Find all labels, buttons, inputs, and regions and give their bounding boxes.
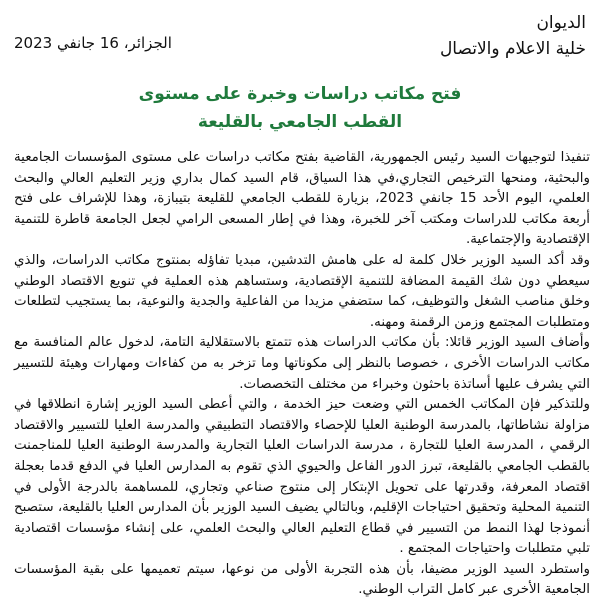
body-paragraph: تنفيذا لتوجيهات السيد رئيس الجمهورية، القاضية بفتح مكاتب دراسات على مستوى المؤسسات الجامعية والبحثية، ومنحها الترخيص التجاري،في هذا السياق، قام السيد كمال بداري وزير التعليم العالي والبحث العلمي، اليوم الأحد 15 جانفي 2023، بزيارة للقطب الجامعي للقليعة بتيبازة، وهذا للإشراف على فتح أربعة مكاتب للدراسات ومكتب آخر للخبرة، وهذا في إطار المسعى الرامي لجعل الجامعة قاطرة للتنمية الإقتصادية والإجتماعية. xyxy=(14,150,590,248)
issuer-block xyxy=(440,10,586,62)
body-paragraph: واستطرد السيد الوزير مضيفا، بأن هذه التجربة الأولى من نوعها، سيتم تعميمها على بقية المؤسسات الجامعية الأخرى عبر كامل التراب الوطني. xyxy=(14,561,590,598)
document-body xyxy=(14,148,590,601)
issuer-unit: خلية الاعلام والاتصال xyxy=(439,39,586,59)
body-paragraph: وللتذكير فإن المكاتب الخمس التي وضعت حيز الخدمة ، والتي أعطى السيد الوزير إشارة انطلاقها في مزاولة نشاطاتها، بالمدرسة الوطنية العليا للإحصاء والاقتصاد التطبيقي والمدرسة العليا للتسيير والاقتصاد الرقمي ، المدرسة العليا للتجارة ، مدرسة الدراسات العليا التجارية والمدرسة الوطنية العليا للمناجمنت بالقطب الجامعي بالقليعة، تبرز الدور الفاعل والحيوي الذي تقوم به المدارس العليا في الدفع قدما بعجلة اقتصاد المعرفة، وقدرتها على تحويل الإبتكار إلى منتوج صناعي وتجاري، للمساهمة بالدرجة الأولى في التنمية المحلية وتحقيق احتياجات الإقليم، وبالتالي يضيف السيد الوزير بأن المدارس العليا بالقليعة، ستصبح أنموذجا لهذا النمط من التسيير في قطاع التعليم العالي والبحث العلمي، على إنشاء مؤسسات اقتصادية تلبي متطلبات واحتياجات المجتمع . xyxy=(14,397,590,557)
title-line-1: فتح مكاتب دراسات وخبرة على مستوى xyxy=(138,84,462,104)
body-paragraph: وقد أكد السيد الوزير خلال كلمة له على هامش التدشين، مبديا تفاؤله بمنتوج مكاتب الدراسات، والذي سيعطي دون شك القيمة المضافة للتنمية الإقتصادية، وستساهم هذه العملية في تنويع الاقتصاد الوطني وخلق مناصب الشغل والتوظيف، كما ستضفي مزيدا من الفاعلية والجدية والنوعية، بما يستجيب لتطلعات ومتطلبات المجتمع وزمن الرقمنة ومهنه. xyxy=(14,252,590,330)
title-line-2: القطب الجامعي بالقليعة xyxy=(197,112,403,132)
body-paragraph: وأضاف السيد الوزير قائلا: بأن مكاتب الدراسات هذه تتمتع بالاستقلالية التامة، لدخول عالم المنافسة مع مكاتب الدراسات الأخرى ، خصوصا بالنظر إلى مكوناتها وما تزخر به من كفاءات ومهارات وهيئة للتسيير التي يشرف عليها أساتذة باحثون وخبراء من مختلف التخصصات. xyxy=(14,335,590,392)
issuer-org: الديوان xyxy=(536,13,586,33)
document-title xyxy=(0,80,600,136)
release-date: الجزائر، 16 جانفي 2023 xyxy=(14,34,172,52)
